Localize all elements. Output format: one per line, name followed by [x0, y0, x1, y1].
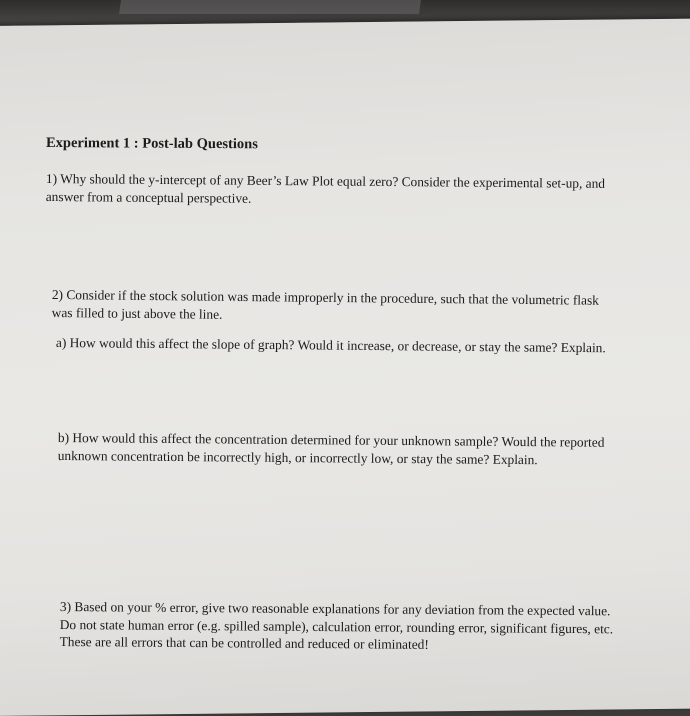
question-1	[46, 170, 605, 210]
question-2-line: was filled to just above the line.	[51, 304, 223, 322]
question-2a-line: a) How would this affect the slope of graph? Would it increase, or decrease, or stay the same? Explain.	[55, 334, 606, 356]
question-1-line: answer from a conceptual perspective.	[45, 188, 252, 206]
question-2	[52, 286, 599, 327]
question-3-line: 3) Based on your % error, give two reasonable explanations for any deviation from the expected value.	[59, 598, 611, 619]
worksheet-heading: Experiment 1 : Post-lab Questions	[45, 135, 258, 153]
question-3-line: Do not state human error (e.g. spilled sample), calculation error, rounding error, significant figures, etc.	[59, 616, 614, 636]
question-2b-line: b) How would this affect the concentration determined for your unknown sample? Would the reported	[57, 429, 605, 450]
question-2-line: 2) Consider if the stock solution was made improperly in the procedure, such that the volumetric flask	[51, 286, 599, 308]
question-2a	[56, 334, 606, 357]
question-3-line: These are all errors that can be controlled and reduced or eliminated!	[59, 633, 429, 652]
question-2b	[58, 429, 605, 469]
question-3	[60, 598, 614, 655]
question-1-line: 1) Why should the y-intercept of any Beer’s Law Plot equal zero? Consider the experimental set-up, and	[45, 170, 606, 191]
question-2b-line: unknown concentration be incorrectly high, or incorrectly low, or stay the same? Explain.	[57, 447, 538, 467]
